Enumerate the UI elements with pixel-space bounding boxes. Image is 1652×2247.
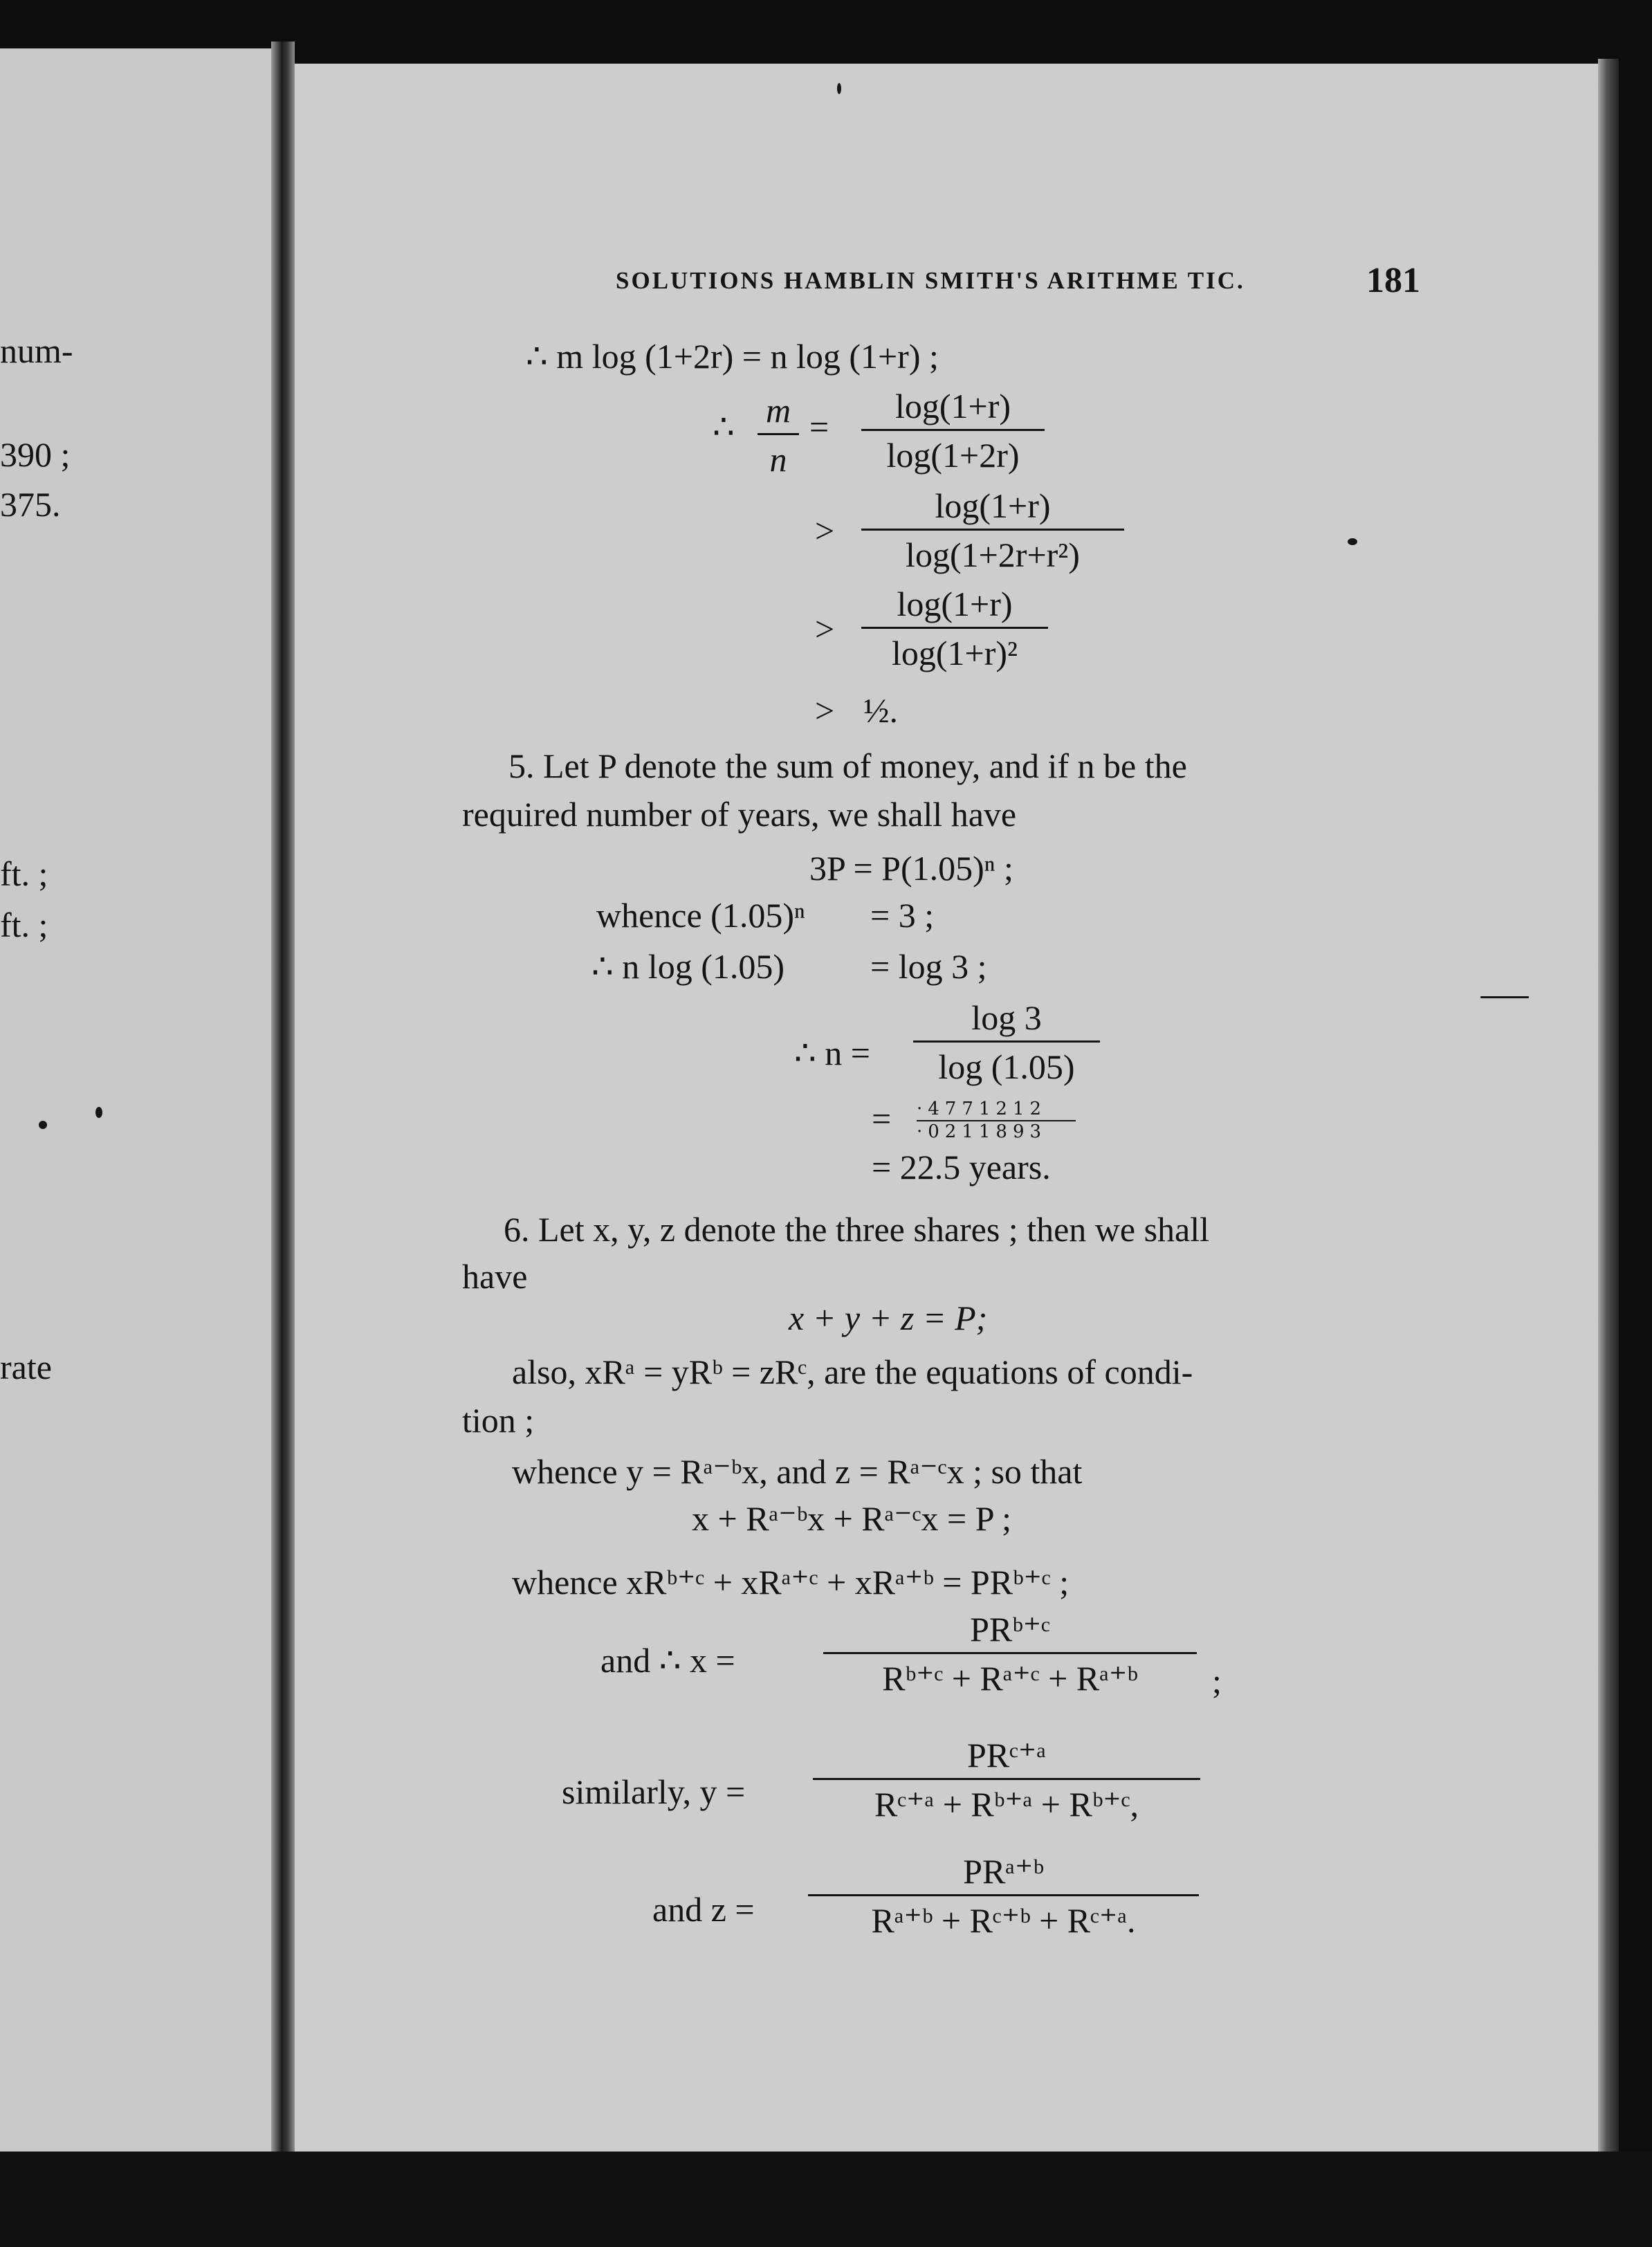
equation-left: and z = — [652, 1890, 755, 1929]
fraction-bar — [861, 627, 1048, 629]
denominator: log (1.05) — [938, 1047, 1075, 1086]
fraction — [861, 389, 1045, 473]
left-fragment: ft. ; — [0, 906, 48, 944]
fraction-bar — [823, 1652, 1197, 1654]
equation-left: ∴ n = — [794, 1034, 871, 1072]
equation-line: 3P = P(1.05)ⁿ ; — [809, 849, 1013, 888]
fraction-z — [808, 1854, 1199, 1938]
equals-sign: = — [872, 1099, 892, 1138]
paragraph-line: whence y = Rᵃ⁻ᵇx, and z = Rᵃ⁻ᶜx ; so that — [512, 1452, 1083, 1491]
paragraph-line: have — [462, 1257, 528, 1296]
equation-line: ∴ m log (1+2r) = n log (1+r) ; — [526, 337, 939, 376]
greater-than: > — [815, 609, 835, 648]
fraction-y — [813, 1738, 1200, 1822]
fraction — [861, 587, 1048, 670]
equation-left: and ∴ x = — [600, 1641, 735, 1680]
denominator: Rᶜ⁺ᵃ + Rᵇ⁺ᵃ + Rᵇ⁺ᶜ, — [874, 1785, 1139, 1824]
semicolon: ; — [1212, 1662, 1222, 1700]
book-gutter — [271, 42, 295, 2158]
equation-line: whence xRᵇ⁺ᶜ + xRᵃ⁺ᶜ + xRᵃ⁺ᵇ = PRᵇ⁺ᶜ ; — [512, 1563, 1070, 1602]
denominator: Rᵃ⁺ᵇ + Rᶜ⁺ᵇ + Rᶜ⁺ᵃ. — [871, 1901, 1136, 1940]
equation-line: x + Rᵃ⁻ᵇx + Rᵃ⁻ᶜx = P ; — [692, 1499, 1012, 1538]
page-number: 181 — [1366, 261, 1420, 300]
numerator: PRᵇ⁺ᶜ — [970, 1610, 1050, 1649]
equation-left: ∴ n log (1.05) — [591, 947, 785, 986]
greater-than: > — [815, 511, 835, 550]
denominator: log(1+r)² — [891, 634, 1018, 672]
numerator: m — [765, 391, 791, 430]
paragraph-line: 6. Let x, y, z denote the three shares ; then we shall — [504, 1210, 1210, 1249]
numerator: log(1+r) — [897, 585, 1013, 623]
paragraph-line: 5. Let P denote the sum of money, and if n be the — [508, 746, 1187, 785]
scan-border — [0, 2152, 1652, 2247]
equation-left: similarly, y = — [562, 1772, 746, 1811]
left-fragment: 375. — [0, 485, 61, 524]
paragraph-line: required number of years, we shall have — [462, 795, 1017, 834]
fraction-bar — [758, 433, 799, 435]
small-denominator: ·0211893 — [917, 1121, 1047, 1142]
denominator: n — [769, 440, 787, 479]
page-edge — [1598, 59, 1619, 2158]
equation-line: = 22.5 years. — [872, 1148, 1051, 1186]
fraction-m-over-n — [758, 393, 799, 477]
fraction-bar — [861, 429, 1045, 431]
fraction-x — [823, 1612, 1197, 1696]
ink-speck — [837, 83, 841, 94]
ink-speck — [1348, 538, 1357, 545]
left-fragment: 390 ; — [0, 435, 71, 474]
numerator: log(1+r) — [894, 387, 1011, 425]
equation-right: = 3 ; — [870, 896, 935, 935]
greater-than: > — [815, 691, 835, 730]
fraction-bar — [861, 529, 1124, 531]
ink-speck — [1480, 996, 1529, 998]
equals-sign: = — [809, 407, 829, 446]
numerator: log(1+r) — [935, 486, 1051, 525]
numerator: log 3 — [971, 998, 1042, 1037]
numerator: PRᶜ⁺ᵃ — [966, 1736, 1046, 1774]
left-fragment: rate — [0, 1348, 52, 1386]
ink-speck — [39, 1121, 47, 1129]
one-half: ½. — [863, 691, 898, 730]
fraction-bar — [913, 1040, 1100, 1043]
left-fragment: num- — [0, 331, 73, 370]
paragraph-line: also, xRᵃ = yRᵇ = zRᶜ, are the equations of condi- — [512, 1352, 1193, 1391]
equation-left: whence (1.05)ⁿ — [596, 896, 805, 935]
therefore-symbol: ∴ — [713, 407, 735, 446]
equation-right: = log 3 ; — [870, 947, 987, 986]
numerator: PRᵃ⁺ᵇ — [963, 1852, 1044, 1891]
small-numerator: ·4771212 — [917, 1099, 1047, 1119]
running-head: SOLUTIONS HAMBLIN SMITH'S ARITHME TIC. — [616, 267, 1245, 294]
paragraph-line: tion ; — [462, 1401, 535, 1440]
denominator: log(1+2r) — [886, 436, 1020, 475]
fraction — [913, 1000, 1100, 1084]
fraction-bar — [808, 1894, 1199, 1896]
denominator: log(1+2r+r²) — [906, 535, 1080, 574]
ink-speck — [95, 1107, 102, 1118]
denominator: Rᵇ⁺ᶜ + Rᵃ⁺ᶜ + Rᵃ⁺ᵇ — [882, 1659, 1138, 1698]
fraction — [861, 488, 1124, 572]
left-fragment: ft. ; — [0, 854, 48, 893]
fraction-bar — [813, 1778, 1200, 1780]
equation-line: x + y + z = P; — [789, 1299, 988, 1337]
